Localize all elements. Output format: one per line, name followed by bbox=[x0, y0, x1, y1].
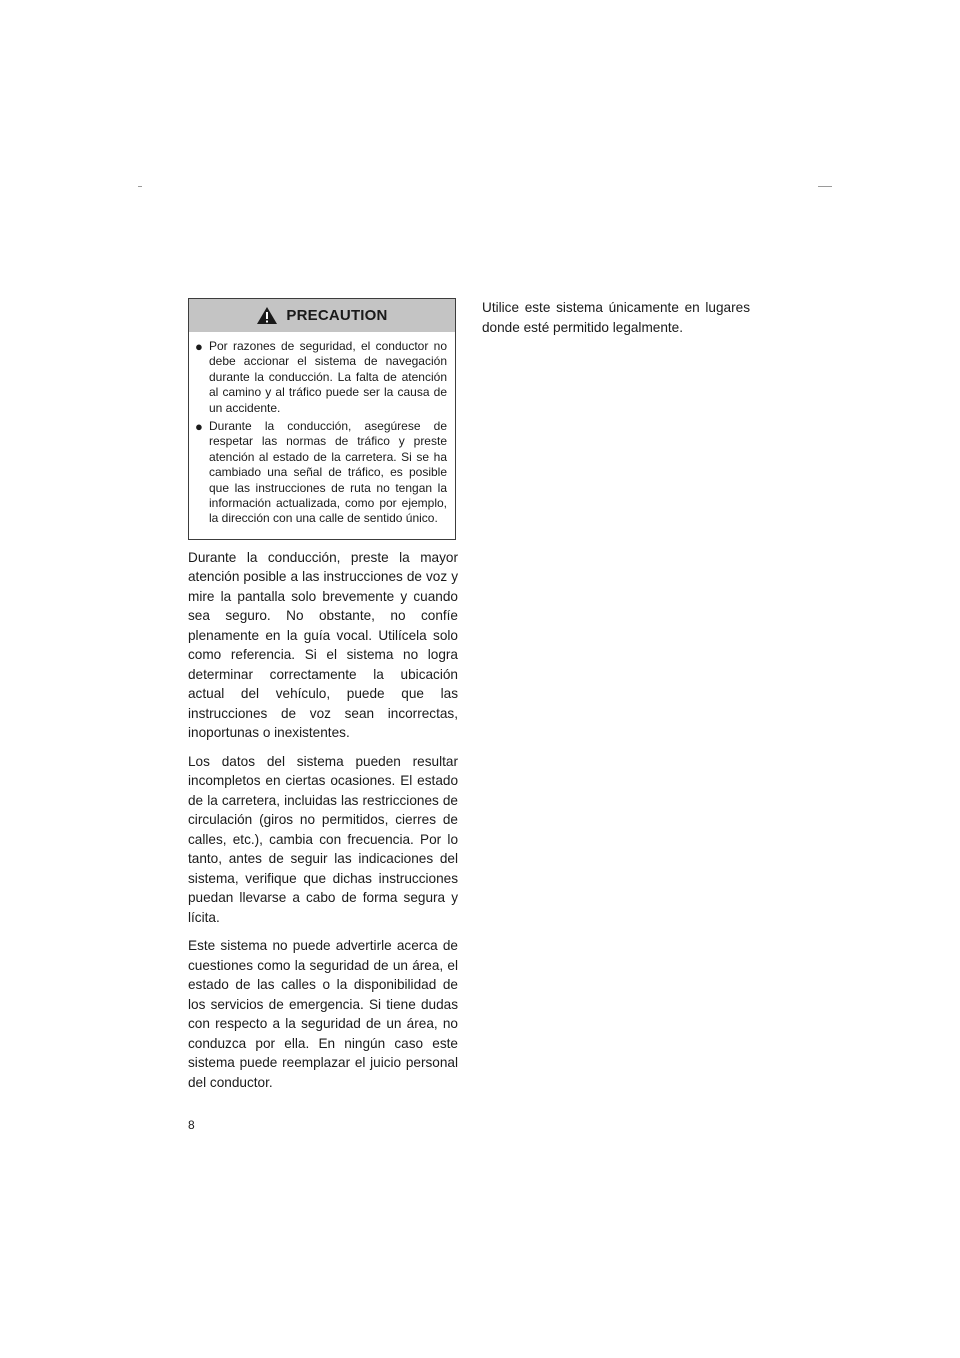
page-number: 8 bbox=[188, 1118, 195, 1132]
precaution-item bbox=[195, 339, 447, 416]
bullet-icon: ● bbox=[195, 339, 203, 354]
precaution-header bbox=[189, 299, 455, 332]
body-paragraph: Los datos del sistema pueden resultar incompletos en ciertas ocasiones. El estado de la carretera, incluidas las restricciones de circulación (giros no permitidos, cierres de calles, etc.), cambia con frecuencia. Por lo tanto, antes de seguir las indicaciones del sistema, verifique que dichas instrucciones puedan llevarse a cabo de forma segura y lícita. bbox=[188, 753, 458, 925]
precaution-title: PRECAUTION bbox=[286, 307, 388, 324]
warning-triangle-icon bbox=[256, 306, 278, 325]
left-column bbox=[188, 298, 458, 1101]
precaution-item-text: Por razones de seguridad, el conductor no debe accionar el sistema de navegación durante la conducción. La falta de atención al camino y al tráfico puede ser la causa de un accidente. bbox=[209, 339, 447, 415]
body-paragraph: Utilice este sistema únicamente en lugares donde esté permitido legalmente. bbox=[482, 300, 750, 335]
precaution-item bbox=[195, 419, 447, 527]
crop-mark-right bbox=[818, 186, 832, 187]
body-paragraph: Durante la conducción, preste la mayor atención posible a las instrucciones de voz y mire la pantalla solo brevemente y cuando sea seguro. No obstante, no confíe plenamente en la guía vocal. Utilícela solo como referencia. Si el sistema no logra determinar correctamente la ubicación actual del vehículo, puede que las instrucciones de voz sean incorrectas, inoportunas o inexistentes. bbox=[188, 549, 458, 741]
precaution-item-text: Durante la conducción, asegúrese de respetar las normas de tráfico y preste atención al estado de la carretera. Si se ha cambiado una señal de tráfico, es posible que las instrucciones de ruta no tengan la información actualizada, como por ejemplo, la dirección con una calle de sentido único. bbox=[209, 419, 447, 526]
bullet-icon: ● bbox=[195, 419, 203, 435]
precaution-box bbox=[188, 298, 456, 540]
crop-mark-left bbox=[138, 186, 142, 187]
body-paragraph: Este sistema no puede advertirle acerca de cuestiones como la seguridad de un área, el estado de las calles o la disponibilidad de los servicios de emergencia. Si tiene dudas con respecto a la seguridad de un área, no conduzca por ella. En ningún caso este sistema puede reemplazar el juicio personal del conductor. bbox=[188, 938, 458, 1090]
precaution-body bbox=[189, 332, 455, 539]
right-column bbox=[482, 298, 750, 346]
